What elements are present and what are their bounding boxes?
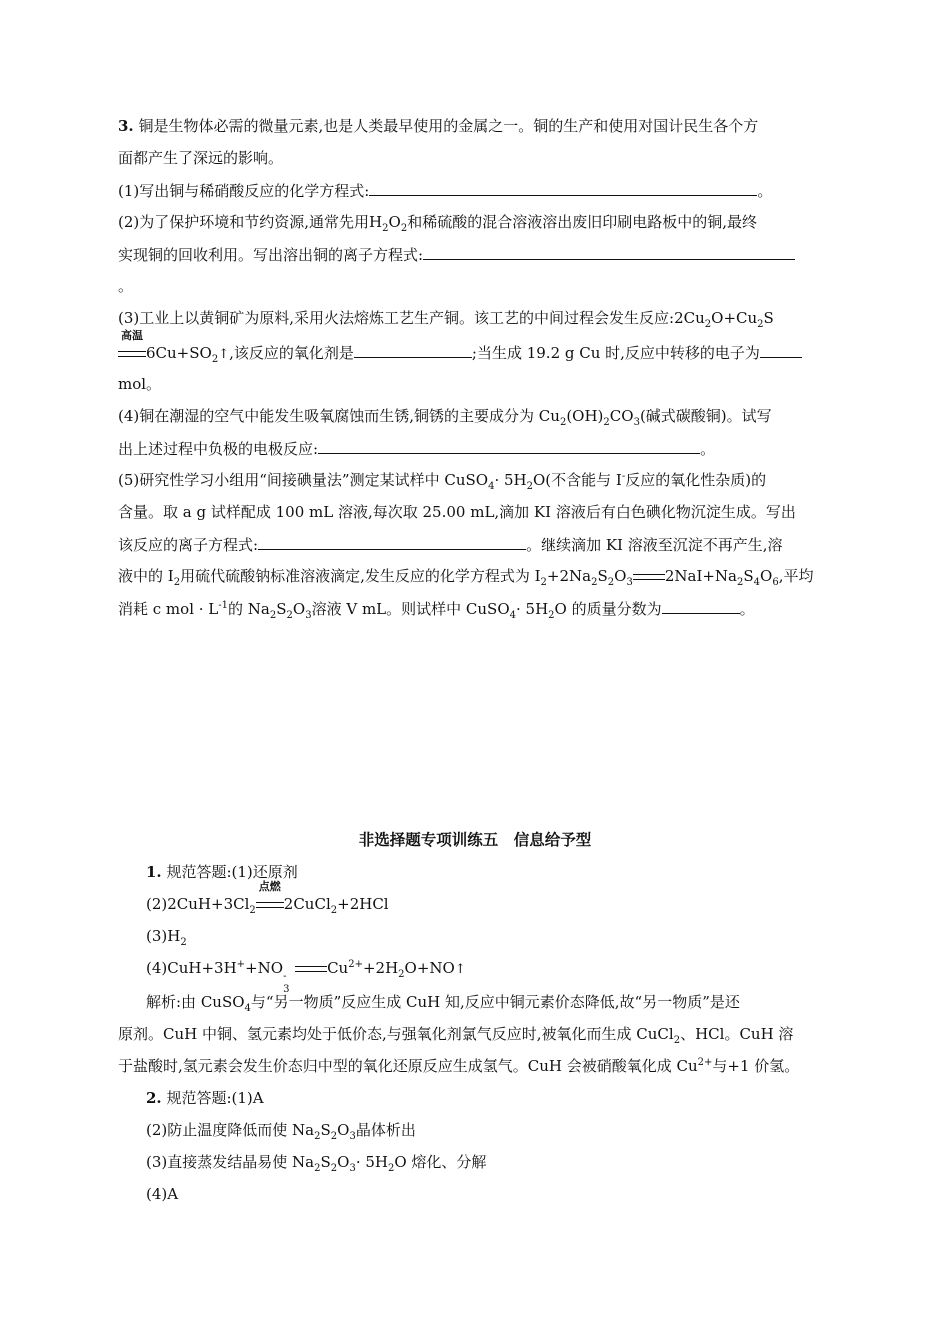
q3-part5-line3: 该反应的离子方程式: 。继续滴加 KI 溶液至沉淀不再产生,溶 bbox=[118, 536, 783, 554]
gas-arrow-icon: ↑ bbox=[454, 962, 466, 977]
high-temp-condition: 高温 bbox=[118, 343, 146, 363]
answer-blank-2[interactable] bbox=[423, 244, 795, 260]
q3-part3-line1: (3)工业上以黄铜矿为原料,采用火法熔炼工艺生产铜。该工艺的中间过程会发生反应$:2Cu_2O+Cu_2S$ bbox=[118, 309, 774, 330]
q3-intro-text: 铜是生物体必需的微量元素,也是人类最早使用的金属之一。铜的生产和使用对国计民生各个方 bbox=[133, 117, 759, 135]
q3-part4-line1: (4)铜在潮湿的空气中能发生吸氧腐蚀而生锈,铜锈的主要成分为 $Cu_2(OH)_2CO_3$(碱式碳酸铜)。试写 bbox=[118, 407, 772, 428]
q3-part5-line5: 消耗 c mol · $L^{-1}$的 $Na_2S_2O_3$溶液 V mL。则试样中 CuSO$_4$· $5H_2O$ 的质量分数为 。 bbox=[118, 600, 755, 621]
answer-blank-4[interactable] bbox=[760, 342, 802, 358]
gas-arrow-icon: ↑ bbox=[218, 347, 230, 362]
equals-sign bbox=[295, 966, 327, 972]
answer-blank-7[interactable] bbox=[662, 598, 740, 614]
q3-part2-end: 。 bbox=[118, 277, 134, 295]
section-heading: 非选择题专项训练五 信息给予型 bbox=[358, 831, 592, 849]
q3-part5-line4: 液中的 $I_2$用硫代硫酸钠标准溶液滴定,发生反应的化学方程式为 $I_2+2Na_2S_2O_3$ $2NaI+Na_2S_4O_6$,平均 bbox=[118, 567, 814, 588]
q3-line-2: 面都产生了深远的影响。 bbox=[118, 149, 284, 167]
answer-1-part4: (4)CuH+3H++NO - 3 $Cu^{2+}+2H_2O+NO↑$ bbox=[146, 959, 466, 995]
q3-part5-line1: (5)研究性学习小组用“间接碘量法”测定某试样中 CuSO$_4$· $5H_2O$(不含能与 I-反应的氧化性杂质)的 bbox=[118, 471, 767, 492]
answer-2-part1 bbox=[146, 1088, 264, 1108]
answer-text: 规范答题:(1)A bbox=[161, 1089, 264, 1107]
answer-number: 1. bbox=[146, 863, 162, 881]
answer-blank-1[interactable] bbox=[369, 180, 757, 196]
explanation-line-3: 于盐酸时,氢元素会发生价态归中型的氧化还原反应生成氢气。CuH 会被硝酸氧化成 $Cu^{2+}$与+1 价氢。 bbox=[118, 1057, 800, 1075]
q3-part1: (1)写出铜与稀硝酸反应的化学方程式: 。 bbox=[118, 182, 773, 200]
answer-blank-5[interactable] bbox=[318, 438, 700, 454]
answer-2-part3: (3)直接蒸发结晶易使 $Na_2S_2O_3\cdot 5H_2O$ 熔化、分解 bbox=[146, 1153, 487, 1174]
answer-1-part1 bbox=[146, 862, 298, 882]
q3-number: 3. bbox=[118, 117, 134, 135]
ignition-condition: 点燃 bbox=[256, 894, 284, 914]
q3-part2-line1: (2)为了保护环境和节约资源,通常先用$H_2O_2$和稀硫酸的混合溶液溶出废旧印刷电路板中的铜,最终 bbox=[118, 213, 757, 234]
answer-blank-6[interactable] bbox=[258, 534, 526, 550]
answer-blank-3[interactable] bbox=[354, 342, 472, 358]
q3-part5-line2: 含量。取 a g 试样配成 100 mL 溶液,每次取 25.00 mL,滴加 KI 溶液后有白色碘化物沉淀生成。写出 bbox=[118, 503, 796, 521]
answer-1-part3: $(3)H_2$ bbox=[146, 927, 187, 948]
equals-sign bbox=[633, 574, 665, 580]
explanation-line-2: 原剂。CuH 中铜、氢元素均处于低价态,与强氧化剂氯气反应时,被氧化而生成 CuCl$_2$、HCl。CuH 溶 bbox=[118, 1025, 794, 1046]
q3-part3-line2: 高温 $6Cu+SO_2↑$,该反应的氧化剂是 ;当生成 19.2 g Cu 时,反应中转移的电子为 bbox=[118, 342, 802, 365]
q3-part3-line3: mol。 bbox=[118, 375, 162, 393]
answer-2-part2: (2)防止温度降低而使 $Na_2S_2O_3$晶体析出 bbox=[146, 1121, 416, 1142]
q3-part2-line2: 实现铜的回收利用。写出溶出铜的离子方程式: bbox=[118, 244, 795, 265]
answer-1-part2: $(2)2CuH+3Cl_2$ 点燃 2CuCl$_2$+2HCl bbox=[146, 880, 389, 916]
answer-number: 2. bbox=[146, 1089, 162, 1107]
answer-text: 规范答题:(1)还原剂 bbox=[161, 863, 298, 881]
explanation-line-1: 解析:由 CuSO$_4$与“另一物质”反应生成 CuH 知,反应中铜元素价态降低,故“另一物质”是还 bbox=[146, 993, 740, 1014]
answer-2-part4: (4)A bbox=[146, 1185, 179, 1203]
q3-part4-line2: 出上述过程中负极的电极反应: 。 bbox=[118, 440, 716, 458]
q3-line-1 bbox=[118, 116, 758, 136]
